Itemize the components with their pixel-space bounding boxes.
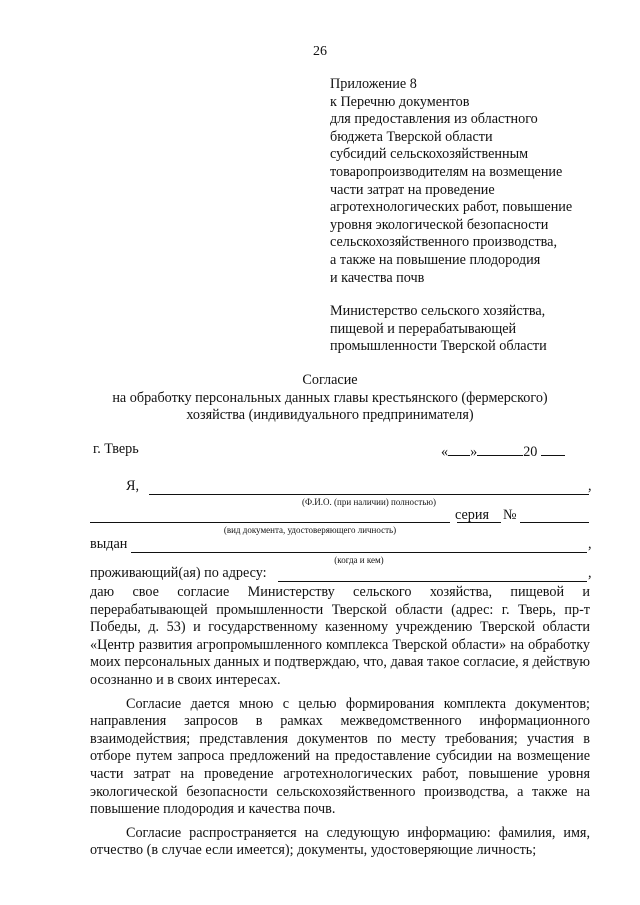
appendix-line: сельскохозяйственного производства, bbox=[330, 234, 558, 251]
addressee-ministry bbox=[330, 303, 630, 356]
day-blank[interactable] bbox=[448, 441, 470, 456]
ministry-line: Министерство сельского хозяйства, bbox=[330, 303, 546, 319]
paragraph-consent-grant: даю свое согласие Министерству сельского хозяйства, пищевой и перерабатывающей промышленности Тверской области (адрес: г. Тверь, пр-т Победы, д. 53) и государственному казенному учреждению Тверской области «Центр развития агропромышленного комплекса Тверской области» на обработку моих персональных данных и подтверждаю, что, давая такое согласие, я действую осознанно и в своих интересах. bbox=[90, 584, 590, 688]
paragraph-purpose: Согласие дается мною с целью формирования комплекта документов; направления запросов в рамках межведомственного информационного взаимодействия; представления документов по месту требования; участия в отборе путем запроса предложений на предоставление субсидии на возмещение части затрат на проведение агротехнологических работ, повышение уровня экологической безопасности сельскохозяйственного производства, а также на повышение плодородия и качества почв. bbox=[90, 695, 590, 818]
comma: , bbox=[588, 565, 592, 581]
fio-blank[interactable] bbox=[149, 494, 589, 495]
comma: , bbox=[588, 536, 592, 552]
consent-body bbox=[90, 584, 590, 860]
appendix-line: бюджета Тверской области bbox=[330, 128, 493, 145]
fio-caption: (Ф.И.О. (при наличии) полностью) bbox=[301, 497, 437, 507]
title-line-3: хозяйства (индивидуального предпринимателя) bbox=[186, 407, 474, 424]
appendix-line: субсидий сельскохозяйственным bbox=[330, 146, 529, 163]
address-blank[interactable] bbox=[278, 581, 587, 582]
appendix-heading bbox=[330, 76, 630, 287]
number-label: № bbox=[503, 507, 517, 523]
document-type-blank[interactable] bbox=[90, 522, 450, 523]
ya-label: Я, bbox=[126, 478, 140, 494]
appendix-line: а также на повышение плодородия bbox=[330, 251, 541, 268]
number-blank[interactable] bbox=[520, 522, 589, 523]
year-blank[interactable] bbox=[541, 441, 565, 456]
title-line-2: на обработку персональных данных главы крестьянского (фермерского) bbox=[112, 389, 548, 406]
appendix-line: Приложение 8 bbox=[330, 76, 417, 92]
city-label: г. Тверь bbox=[93, 441, 139, 457]
page-number: 26 bbox=[313, 44, 327, 59]
issued-label: выдан bbox=[90, 536, 128, 552]
month-blank[interactable] bbox=[477, 441, 523, 456]
appendix-line: и качества почв bbox=[330, 269, 425, 286]
date-open-quote: « bbox=[441, 444, 449, 460]
appendix-line: части затрат на проведение bbox=[330, 181, 495, 198]
appendix-line: для предоставления из областного bbox=[330, 111, 538, 128]
ministry-line: пищевой и перерабатывающей bbox=[330, 320, 517, 337]
title-line-1: Согласие bbox=[302, 372, 358, 388]
appendix-line: к Перечню документов bbox=[330, 93, 470, 110]
document-title bbox=[60, 372, 600, 425]
document-caption: (вид документа, удостоверяющего личность) bbox=[223, 525, 397, 535]
issued-caption: (когда и кем) bbox=[334, 555, 384, 565]
date-field bbox=[441, 441, 565, 461]
address-label: проживающий(ая) по адресу: bbox=[90, 565, 267, 581]
appendix-line: товаропроизводителям на возмещение bbox=[330, 163, 563, 180]
appendix-line: агротехнологических работ, повышение bbox=[330, 199, 573, 216]
ministry-line: промышленности Тверской области bbox=[330, 338, 547, 355]
comma: , bbox=[588, 478, 592, 494]
paragraph-scope: Согласие распространяется на следующую информацию: фамилия, имя, отчество (в случае если имеется); документы, удостоверяющие личность; bbox=[90, 824, 590, 859]
series-blank[interactable] bbox=[457, 522, 501, 523]
series-label: серия bbox=[455, 507, 489, 523]
date-close-quote: » bbox=[470, 444, 478, 460]
appendix-line: уровня экологической безопасности bbox=[330, 216, 549, 233]
issued-blank[interactable] bbox=[131, 552, 587, 553]
year-prefix: 20 bbox=[523, 444, 538, 460]
